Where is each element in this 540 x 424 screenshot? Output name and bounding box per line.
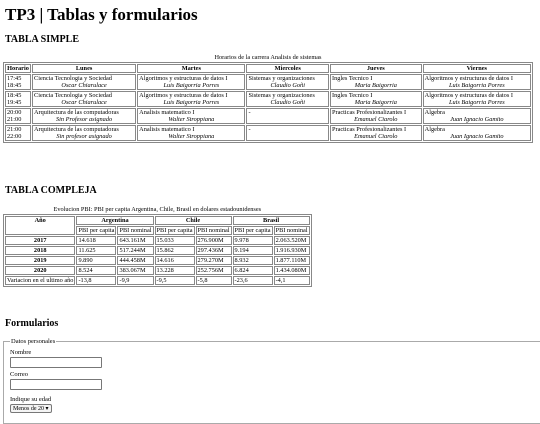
- teacher-name: Claudio Goñi: [270, 99, 305, 106]
- variation-value: -4,1: [274, 276, 310, 285]
- age-label: Indique su edad: [10, 396, 52, 403]
- time-start: 18:45: [7, 92, 22, 99]
- schedule-header-cell: Jueves: [330, 64, 422, 73]
- pbi-value: 9.890: [76, 256, 116, 265]
- variation-row: [5, 276, 310, 285]
- subject-name: Analisis matematico I: [139, 126, 195, 133]
- subject-name: Algoritmos y estructuras de datos I: [424, 92, 513, 99]
- subject-name: Arquitectura de las computadoras: [34, 109, 119, 116]
- subject-name: Ingles Tecnico I: [331, 92, 373, 99]
- teacher-name: Sin Profesor asignado: [56, 116, 113, 123]
- year-header: Año: [5, 216, 75, 235]
- metric-header: PBI per capita: [78, 227, 115, 234]
- year-cell: 2018: [5, 246, 75, 255]
- subject-name: Sistemas y organizaciones: [248, 75, 315, 82]
- schedule-header-cell: Lunes: [32, 64, 136, 73]
- teacher-name: Maria Baigorria: [354, 82, 397, 89]
- metric-header: PBI nominal: [275, 227, 308, 234]
- schedule-cell: [330, 108, 422, 124]
- schedule-table: [3, 54, 533, 143]
- teacher-name: Juan Ignacio Gamito: [450, 116, 504, 123]
- schedule-cell: [330, 91, 422, 107]
- teacher-name: Walter Stroppiana: [168, 133, 215, 140]
- teacher-name: Juan Ignacio Gamito: [450, 133, 504, 140]
- pbi-value: 11.625: [76, 246, 116, 255]
- schedule-cell: [423, 74, 531, 90]
- time-end: 21:00: [7, 116, 22, 123]
- schedule-cell: [32, 91, 136, 107]
- teacher-name: Maria Baigorria: [354, 99, 397, 106]
- schedule-row: [5, 91, 531, 107]
- year-cell: 2019: [5, 256, 75, 265]
- pbi-value: 14.616: [155, 256, 195, 265]
- subject-name: Algoritmos y estructuras de datos I: [424, 75, 513, 82]
- schedule-header-cell: Horario: [5, 64, 31, 73]
- teacher-name: Luis Baigorria Porres: [448, 82, 505, 89]
- schedule-cell: [32, 74, 136, 90]
- pbi-row: [5, 256, 310, 265]
- subject-name: Ingles Tecnico I: [331, 75, 373, 82]
- pbi-value: 252.756M: [196, 266, 232, 275]
- subject-name: Arquitectura de las computadoras: [34, 126, 119, 133]
- pbi-row: [5, 246, 310, 255]
- schedule-cell: [246, 125, 329, 141]
- schedule-cell: [32, 108, 136, 124]
- time-cell: [5, 91, 31, 107]
- schedule-cell: [137, 74, 245, 90]
- pbi-value: 517.244M: [117, 246, 153, 255]
- pbi-value: 8.524: [76, 266, 116, 275]
- teacher-name: Emanuel Ciarolo: [354, 116, 398, 123]
- pbi-value: 8.932: [233, 256, 273, 265]
- subject-name: Algoritmos y estructuras de datos I: [139, 75, 228, 82]
- variation-value: -13,8: [76, 276, 116, 285]
- subject-name: Practicas Profesionalizantes I: [331, 109, 407, 116]
- schedule-cell: [330, 74, 422, 90]
- year-cell: 2017: [5, 236, 75, 245]
- pbi-caption: Evolucion PBI: PBI per capita Argentina, Chile, Brasil en dolares estadounidenses: [53, 206, 262, 213]
- teacher-name: Luis Baigorria Porres: [448, 99, 505, 106]
- pbi-value: 9.194: [233, 246, 273, 255]
- time-end: 18:45: [7, 82, 22, 89]
- schedule-header-cell: Martes: [137, 64, 245, 73]
- name-input[interactable]: [10, 357, 102, 368]
- variation-value: -23,6: [233, 276, 273, 285]
- schedule-cell: [246, 108, 329, 124]
- forms-heading: Formularios: [5, 318, 59, 329]
- country-header: Argentina: [76, 216, 153, 225]
- name-label: Nombre: [10, 349, 32, 356]
- pbi-value: 13.228: [155, 266, 195, 275]
- subject-name: Algoritmos y estructuras de datos I: [139, 92, 228, 99]
- subject-name: Analisis matematico I: [139, 109, 195, 116]
- age-select[interactable]: Menos de 20 ▾: [10, 404, 52, 413]
- pbi-value: 643.161M: [117, 236, 153, 245]
- email-input[interactable]: [10, 379, 102, 390]
- pbi-value: 297.436M: [196, 246, 232, 255]
- pbi-value: 15.862: [155, 246, 195, 255]
- pbi-value: 279.270M: [196, 256, 232, 265]
- schedule-caption: Horarios de la carrera Analisis de sistemas: [214, 54, 322, 61]
- pbi-value: 15.033: [155, 236, 195, 245]
- subject-name: Practicas Profesionalizantes I: [331, 126, 407, 133]
- time-end: 19:45: [7, 99, 22, 106]
- metric-header: PBI nominal: [197, 227, 230, 234]
- pbi-value: 9.978: [233, 236, 273, 245]
- schedule-row: [5, 125, 531, 141]
- variation-value: -5,8: [196, 276, 232, 285]
- schedule-header-cell: Miercoles: [246, 64, 329, 73]
- variation-value: -9,5: [155, 276, 195, 285]
- teacher-name: Emanuel Ciarolo: [354, 133, 398, 140]
- time-cell: [5, 74, 31, 90]
- subject-name: -: [248, 109, 251, 116]
- personal-data-fieldset: [3, 338, 540, 424]
- teacher-name: Claudio Goñi: [270, 82, 305, 89]
- metric-header: PBI nominal: [119, 227, 152, 234]
- personal-data-legend: Datos personales: [11, 338, 56, 345]
- schedule-cell: [137, 125, 245, 141]
- teacher-name: Oscar Chiarulace: [61, 82, 107, 89]
- schedule-cell: [423, 91, 531, 107]
- time-start: 20:00: [7, 109, 22, 116]
- subject-name: Algebra: [424, 126, 445, 133]
- schedule-header-cell: Viernes: [423, 64, 531, 73]
- pbi-value: 276.900M: [196, 236, 232, 245]
- schedule-cell: [137, 108, 245, 124]
- variation-label: Variacion en el ultimo año: [7, 277, 74, 284]
- pbi-value: 383.067M: [117, 266, 153, 275]
- time-start: 17:45: [7, 75, 22, 82]
- pbi-value: 444.458M: [117, 256, 153, 265]
- time-start: 21:00: [7, 126, 22, 133]
- schedule-row: [5, 74, 531, 90]
- pbi-row: [5, 236, 310, 245]
- subject-name: Algebra: [424, 109, 445, 116]
- schedule-cell: [423, 108, 531, 124]
- schedule-cell: [246, 74, 329, 90]
- schedule-cell: [137, 91, 245, 107]
- schedule-row: [5, 108, 531, 124]
- pbi-row: [5, 266, 310, 275]
- schedule-cell: [246, 91, 329, 107]
- teacher-name: Walter Stroppiana: [168, 116, 215, 123]
- subject-name: -: [248, 126, 251, 133]
- subject-name: Ciencia Tecnologia y Sociedad: [34, 92, 112, 99]
- metric-header: PBI per capita: [234, 227, 271, 234]
- pbi-value: 6.824: [233, 266, 273, 275]
- time-end: 22:00: [7, 133, 22, 140]
- schedule-header-row: [5, 64, 531, 73]
- pbi-header-row: [5, 216, 310, 225]
- country-header: Chile: [155, 216, 232, 225]
- year-cell: 2020: [5, 266, 75, 275]
- teacher-name: Sin profesor asignado: [56, 133, 112, 140]
- pbi-value: 14.618: [76, 236, 116, 245]
- teacher-name: Luis Baigorria Porres: [163, 99, 220, 106]
- simple-table-heading: TABLA SIMPLE: [5, 34, 79, 45]
- complex-table-heading: TABLA COMPLEJA: [5, 185, 97, 196]
- variation-value: -9,9: [117, 276, 153, 285]
- time-cell: [5, 108, 31, 124]
- schedule-cell: [32, 125, 136, 141]
- metric-header: PBI per capita: [156, 227, 193, 234]
- pbi-value: 1.434.080M: [274, 266, 310, 275]
- schedule-cell: [423, 125, 531, 141]
- pbi-value: 1.877.110M: [274, 256, 310, 265]
- schedule-cell: [330, 125, 422, 141]
- pbi-table: [3, 206, 312, 287]
- subject-name: Ciencia Tecnologia y Sociedad: [34, 75, 112, 82]
- pbi-value: 1.916.930M: [274, 246, 310, 255]
- teacher-name: Oscar Chiarulace: [61, 99, 107, 106]
- email-label: Correo: [10, 371, 29, 378]
- country-header: Brasil: [233, 216, 310, 225]
- teacher-name: Luis Baigorria Porres: [163, 82, 220, 89]
- subject-name: Sistemas y organizaciones: [248, 92, 315, 99]
- pbi-value: 2.063.520M: [274, 236, 310, 245]
- page-title: TP3 | Tablas y formularios: [5, 5, 198, 24]
- time-cell: [5, 125, 31, 141]
